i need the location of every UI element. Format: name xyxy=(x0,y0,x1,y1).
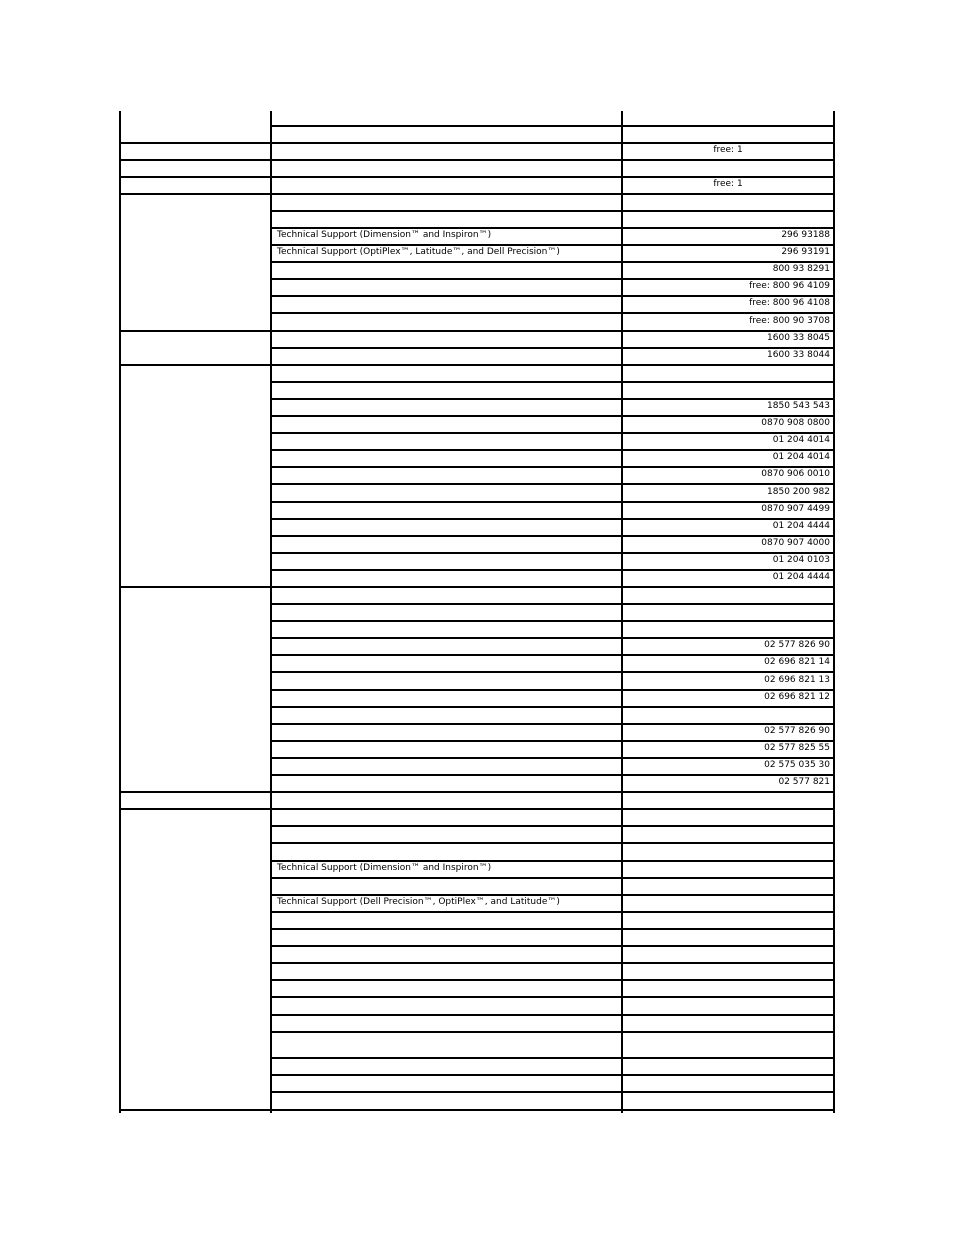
service-label: Technical Support (Dell Precision™, OptiPlex™, and Latitude™) xyxy=(277,897,560,907)
phone-number: 1850 200 982 xyxy=(767,487,830,497)
phone-number: free: 800 90 3708 xyxy=(749,316,830,326)
phone-number: free: 800 96 4109 xyxy=(749,281,830,291)
phone-number: 0870 907 4499 xyxy=(761,504,830,514)
phone-number: 01 204 4014 xyxy=(772,435,830,445)
service-label: Technical Support (Dimension™ and Inspiron™) xyxy=(277,863,492,873)
phone-number: 02 577 826 90 xyxy=(764,640,830,650)
phone-number: 01 204 0103 xyxy=(772,555,830,565)
phone-number: free: 1 xyxy=(713,145,743,155)
phone-number: 1850 543 543 xyxy=(767,401,830,411)
phone-number: 01 204 4014 xyxy=(772,452,830,462)
phone-number: 02 696 821 13 xyxy=(764,675,830,685)
service-label: Technical Support (Dimension™ and Inspiron™) xyxy=(277,230,492,240)
phone-number: 01 204 4444 xyxy=(772,521,830,531)
phone-number: 0870 907 4000 xyxy=(761,538,830,548)
phone-number: 02 577 826 90 xyxy=(764,726,830,736)
phone-number: free: 1 xyxy=(713,179,743,189)
phone-number: 01 204 4444 xyxy=(772,572,830,582)
phone-number: 296 93188 xyxy=(781,230,830,240)
phone-number: 1600 33 8045 xyxy=(767,333,830,343)
phone-number: 296 93191 xyxy=(781,247,830,257)
phone-number: 02 696 821 12 xyxy=(764,692,830,702)
phone-number: 0870 906 0010 xyxy=(761,469,830,479)
phone-number: 02 577 825 55 xyxy=(764,743,830,753)
service-label: Technical Support (OptiPlex™, Latitude™, and Dell Precision™) xyxy=(277,247,560,257)
phone-number: 02 577 821 xyxy=(778,777,830,787)
phone-number: free: 800 96 4108 xyxy=(749,298,830,308)
phone-number: 02 696 821 14 xyxy=(764,657,830,667)
phone-number: 1600 33 8044 xyxy=(767,350,830,360)
phone-number: 0870 908 0800 xyxy=(761,418,830,428)
phone-number: 02 575 035 30 xyxy=(764,760,830,770)
phone-number: 800 93 8291 xyxy=(772,264,830,274)
